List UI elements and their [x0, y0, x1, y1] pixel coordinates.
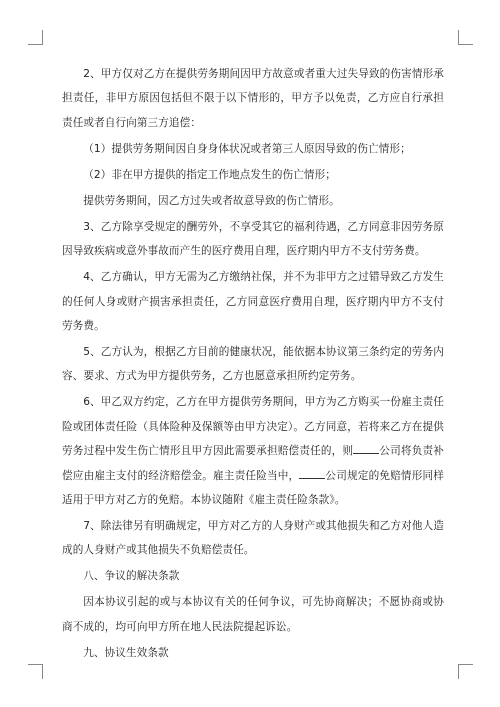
paragraph-item-3: 提供劳务期间，因乙方过失或者故意导致的伤亡情形。 — [83, 194, 340, 207]
section-heading-effective: 九、协议生效条款 — [83, 646, 169, 659]
paragraph-dispute: 因本协议引起的或与本协议有关的任何争议，可先协商解决；不愿协商或协商不成的，均可向甲方所在地人民法院提起诉讼。 — [62, 596, 444, 633]
crop-mark-top-left — [28, 30, 43, 45]
company-name-blank-2 — [299, 468, 325, 479]
paragraph-clause-6 — [62, 390, 444, 512]
paragraph-clause-3: 3、乙方除享受规定的酬劳外，不享受其它的福利待遇，乙方同意非因劳务原因导致疾病或意外事故而产生的医疗费用自理，医疗期内甲方不支付劳务费。 — [62, 220, 444, 258]
crop-mark-bottom-right — [458, 664, 473, 679]
paragraph-clause-5: 5、乙方认为，根据乙方目前的健康状况，能依据本协议第三条约定的劳务内容、要求、方式为甲方提供劳务，乙方也愿意承担所约定劳务。 — [62, 346, 444, 383]
paragraph-clause-4: 4、乙方确认，甲方无需为乙方缴纳社保，并不为非甲方之过错导致乙方发生的任何人身或财产损害承担责任，乙方同意医疗费用自理，医疗期内甲方不支付劳务费。 — [62, 271, 444, 333]
paragraph-item-2: （2）非在甲方提供的指定工作地点发生的伤亡情形； — [83, 168, 336, 181]
clause-6-text-c: 公司规定的免赔情形同样适用于甲方对乙方的免赔。本协议随附《雇主责任险条款》。 — [62, 469, 444, 507]
section-heading-dispute: 八、争议的解决条款 — [83, 570, 180, 583]
clause-6-text-a: 6、甲乙双方约定，乙方在甲方提供劳务期间，甲方为乙方购买一份雇主责任险或团体责任险（具体险种及保额等由甲方决定）。乙方同意，若将来乙方在提供劳务过程中发生伤亡情形且甲方因此需要承担赔偿责任的，则 — [62, 396, 444, 458]
company-name-blank-1 — [353, 443, 379, 454]
paragraph-clause-2: 2、甲方仅对乙方在提供劳务期间因甲方故意或者重大过失导致的伤害情形承担责任，非甲方原因包括但不限于以下情形的，甲方予以免责，乙方应自行承担责任或者自行向第三方追偿： — [62, 68, 444, 129]
clause-6-text-b: 公司将负责补偿应由雇主支付的经济赔偿金。雇主责任险当中， — [62, 445, 444, 482]
paragraph-clause-7: 7、除法律另有明确规定，甲方对乙方的人身财产或其他损失和乙方对他人造成的人身财产或其他损失不负赔偿责任。 — [62, 520, 444, 557]
paragraph-item-1: （1）提供劳务期间因自身身体状况或者第三人原因导致的伤亡情形； — [83, 142, 411, 155]
document-body — [62, 62, 444, 667]
crop-mark-top-right — [458, 30, 473, 45]
crop-mark-bottom-left — [28, 664, 43, 679]
